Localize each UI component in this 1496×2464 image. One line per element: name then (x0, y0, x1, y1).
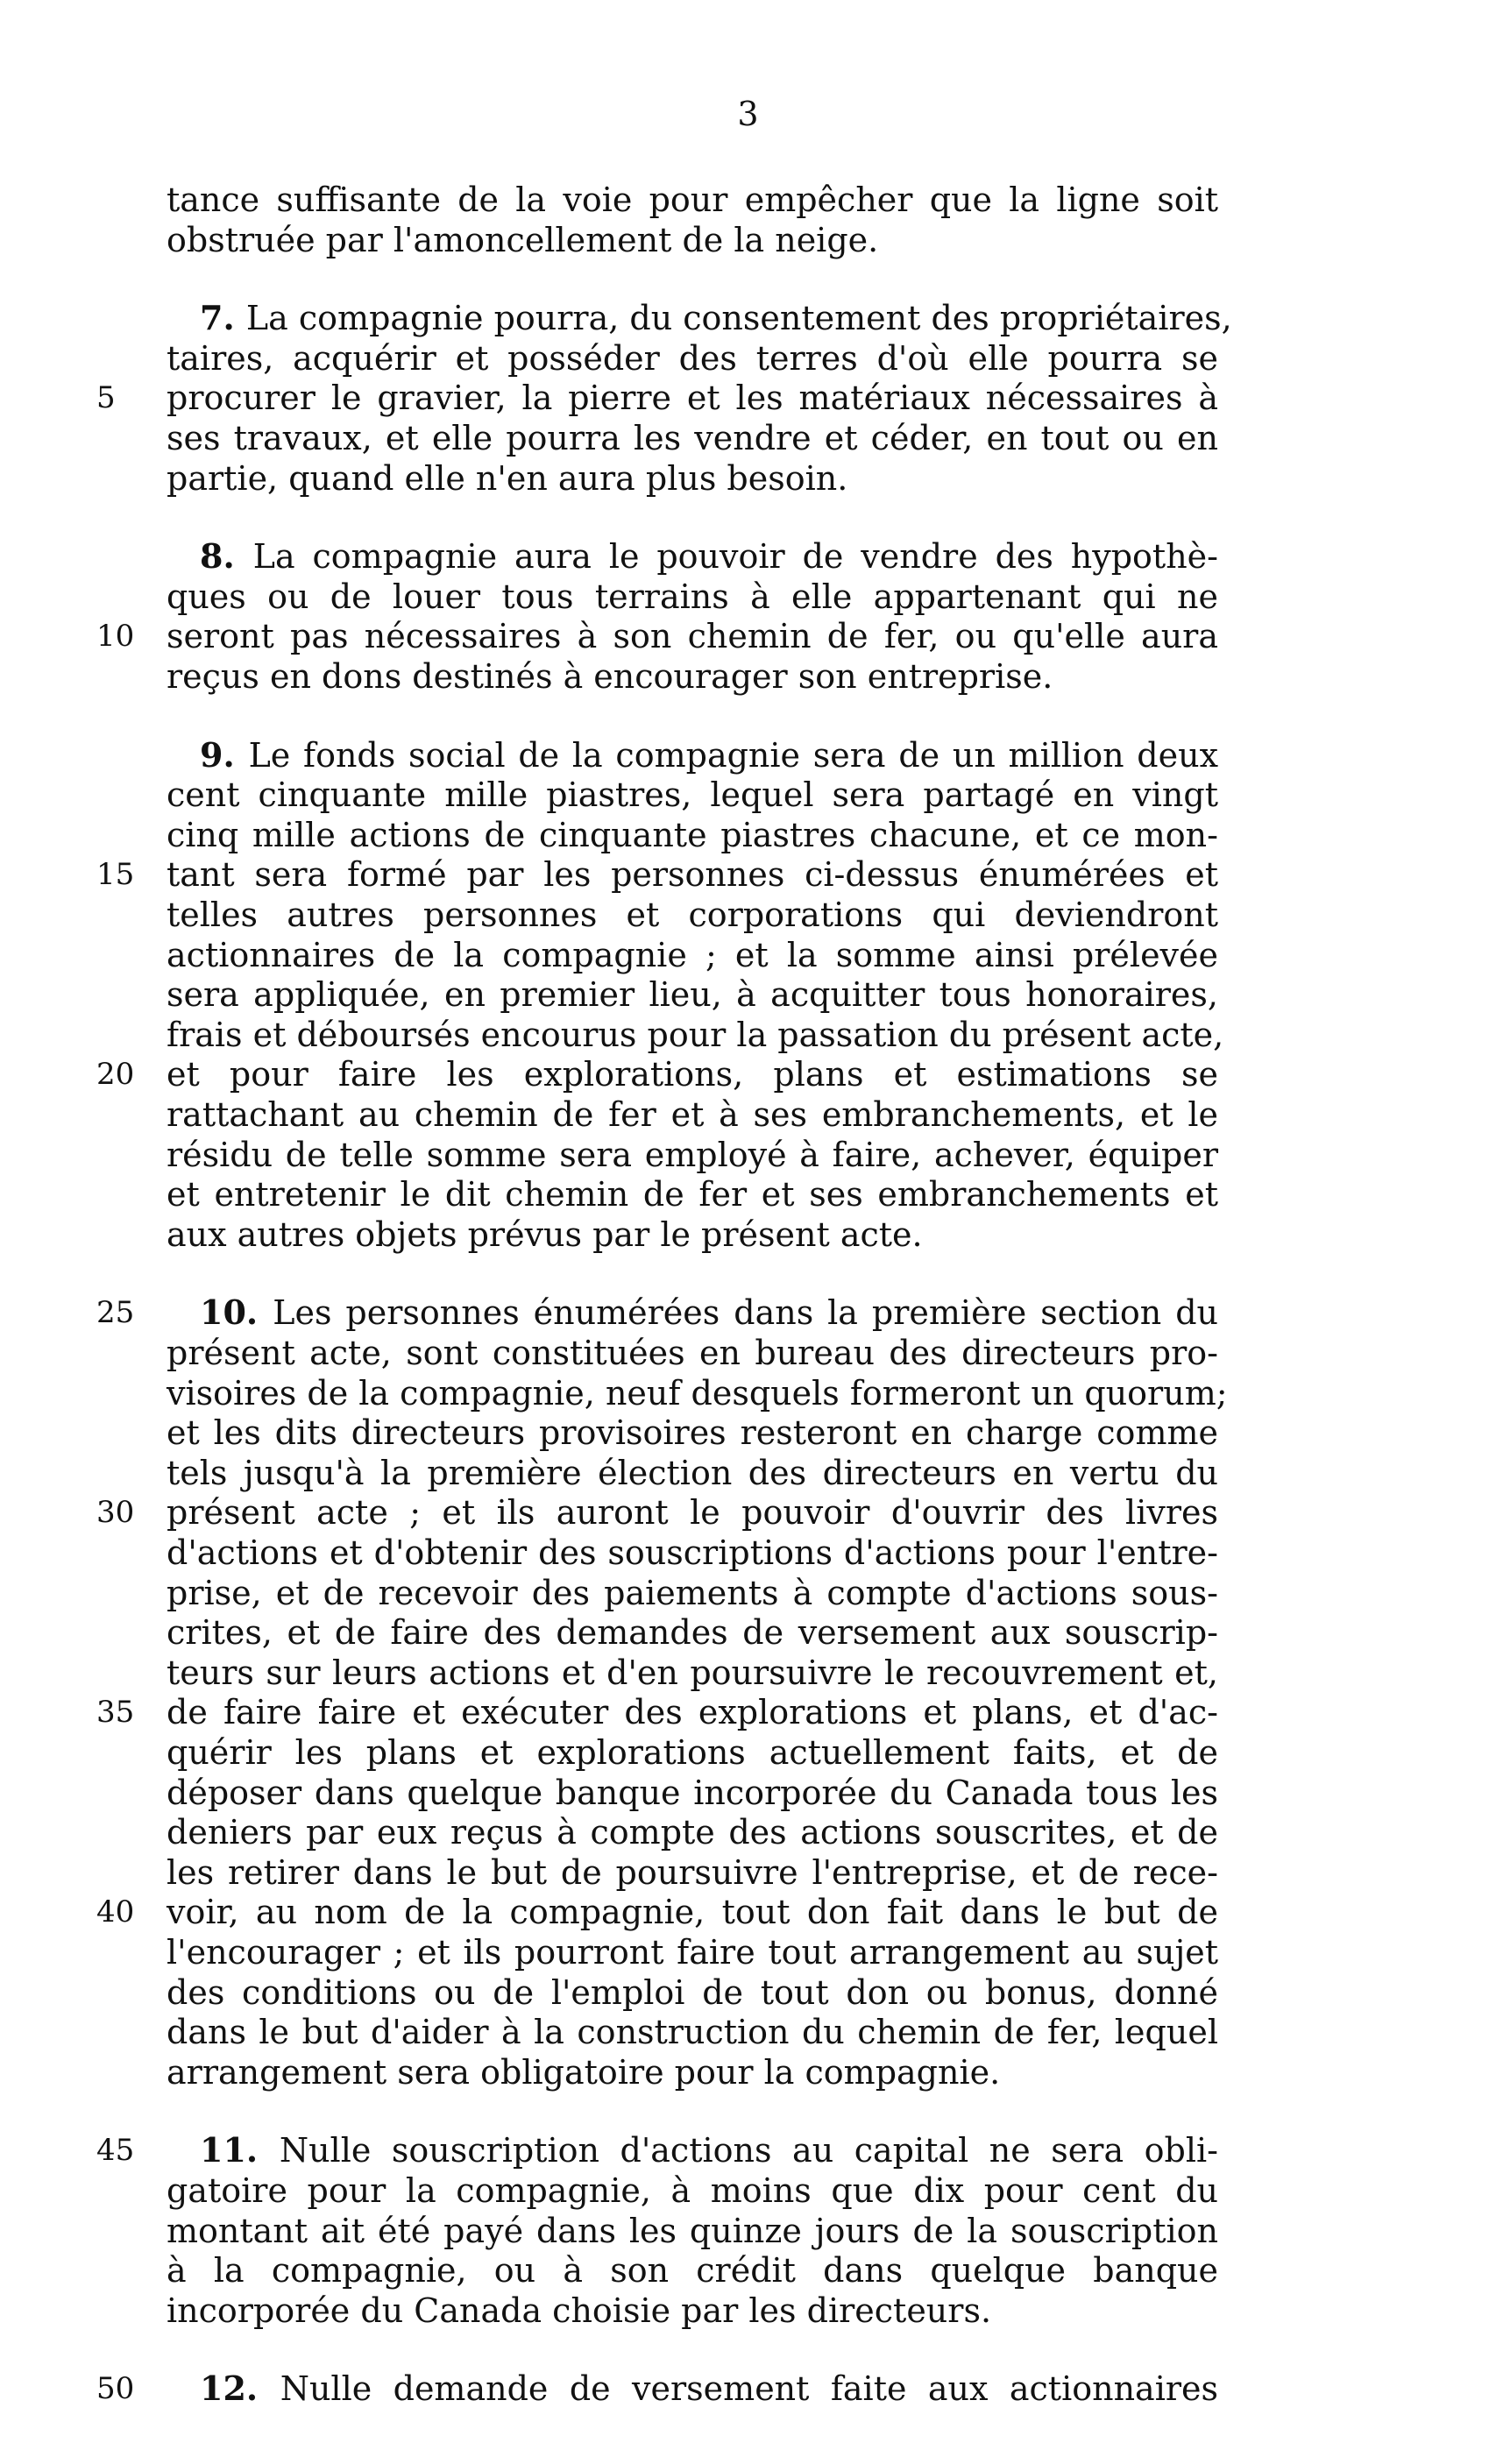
text-line (167, 1812, 1218, 1852)
line-text: procurer le gravier, la pierre et les matériaux nécessaires à (167, 379, 1218, 418)
text-line (167, 2250, 1218, 2291)
line-text: l'encourager ; et ils pourront faire tout arrangement au sujet (167, 1933, 1218, 1972)
text-line (167, 1573, 1218, 1613)
text-line (167, 1333, 1218, 1373)
line-text: ques ou de louer tous terrains à elle appartenant qui ne (167, 577, 1218, 616)
section-number: 8. (200, 536, 253, 577)
line-text: teurs sur leurs actions et d'en poursuivre le recouvrement et, (167, 1653, 1218, 1692)
text-line (167, 338, 1218, 379)
text-line (96, 2130, 1219, 2170)
text-line (167, 2291, 1218, 2331)
line-text: prise, et de recevoir des paiements à compte d'actions sous- (167, 1573, 1218, 1612)
text-line (167, 418, 1218, 458)
text-line (167, 1533, 1218, 1573)
text-line (167, 577, 1218, 617)
text-line (167, 735, 1218, 775)
section-number: 10. (200, 1292, 273, 1333)
text-line (167, 935, 1218, 975)
text-line (167, 1015, 1224, 1055)
line-text: visoires de la compagnie, neuf desquels formeront un quorum; (167, 1373, 1228, 1413)
section-number: 12. (200, 2368, 280, 2409)
text-line (167, 2170, 1218, 2211)
text-line (167, 1972, 1218, 2013)
text-line (96, 854, 1218, 895)
text-line (167, 1932, 1218, 1972)
line-text: deniers par eux reçus à compte des actions souscrites, et de (167, 1813, 1218, 1852)
line-number: 20 (96, 1057, 135, 1093)
line-number: 30 (96, 1495, 135, 1531)
line-text: des conditions ou de l'emploi de tout don ou bonus, donné (167, 1972, 1218, 2012)
line-text: de faire faire et exécuter des explorations et plans, et d'ac- (167, 1693, 1218, 1732)
text-line (167, 1373, 1228, 1413)
text-line (96, 1892, 1218, 1932)
text-line (167, 656, 1218, 697)
line-text: tance suffisante de la voie pour empêcher que la ligne soit (167, 181, 1218, 219)
line-text: obstruée par l'amoncellement de la neige. (167, 220, 879, 259)
line-text: d'actions et d'obtenir des souscriptions d'actions pour l'entre- (167, 1533, 1218, 1572)
line-text: tant sera formé par les personnes ci-dessus énumérées et (167, 855, 1218, 895)
text-line (167, 775, 1218, 815)
text-line (96, 1054, 1218, 1094)
text-line (167, 2052, 1218, 2092)
line-text: les retirer dans le but de poursuivre l'entreprise, et de rece- (167, 1852, 1218, 1892)
line-text: et les dits directeurs provisoires resteront en charge comme (167, 1413, 1218, 1453)
text-line (167, 1732, 1218, 1773)
text-line (167, 1094, 1218, 1135)
section-number: 7. (200, 298, 246, 338)
text-line (96, 1692, 1218, 1732)
line-text: arrangement sera obligatoire pour la compagnie. (167, 2052, 1001, 2092)
line-text: et pour faire les explorations, plans et estimations se (167, 1055, 1218, 1094)
line-text: gatoire pour la compagnie, à moins que dix pour cent du (167, 2171, 1218, 2210)
line-text: seront pas nécessaires à son chemin de fer, ou qu'elle aura (167, 617, 1218, 656)
section-number: 11. (200, 2130, 280, 2170)
line-text: sera appliquée, en premier lieu, à acquitter tous honoraires, (167, 975, 1218, 1015)
line-text: voir, au nom de la compagnie, tout don fait dans le but de (167, 1893, 1218, 1932)
text-line (167, 1174, 1218, 1214)
line-text: partie, quand elle n'en aura plus besoin. (167, 458, 848, 498)
line-text: reçus en dons destinés à encourager son entreprise. (167, 657, 1053, 696)
text-line (167, 1413, 1218, 1453)
text-line (167, 458, 1218, 499)
text-line (167, 1773, 1218, 1813)
line-number: 10 (96, 619, 135, 655)
line-text: 12. Nulle demande de versement faite aux actionnaires (200, 2368, 1219, 2409)
text-line (167, 974, 1218, 1015)
line-number: 50 (96, 2371, 135, 2407)
line-text: présent acte ; et ils auront le pouvoir d'ouvrir des livres (167, 1493, 1218, 1533)
line-text: actionnaires de la compagnie ; et la somme ainsi prélevée (167, 935, 1218, 974)
line-text: taires, acquérir et posséder des terres d'où elle pourra se (167, 338, 1218, 378)
line-number: 15 (96, 857, 135, 893)
line-number: 25 (96, 1295, 135, 1331)
line-text: quérir les plans et explorations actuellement faits, et de (167, 1733, 1218, 1772)
line-number: 45 (96, 2133, 135, 2169)
line-number: 35 (96, 1695, 135, 1731)
line-text: cinq mille actions de cinquante piastres chacune, et ce mon- (167, 815, 1218, 854)
text-line (167, 180, 1218, 220)
line-text: telles autres personnes et corporations qui deviendront (167, 896, 1218, 934)
text-line (96, 378, 1218, 418)
line-text: et entretenir le dit chemin de fer et ses embranchements et (167, 1175, 1218, 1214)
text-line (96, 2368, 1219, 2409)
text-line (167, 895, 1218, 935)
line-text: crites, et de faire des demandes de versement aux souscrip- (167, 1613, 1218, 1653)
line-text: dans le but d'aider à la construction du chemin de fer, lequel (167, 2013, 1218, 2052)
text-line (167, 220, 1218, 260)
text-line (167, 1135, 1218, 1175)
line-number: 40 (96, 1894, 135, 1930)
text-line (167, 1852, 1218, 1893)
text-line (167, 1653, 1218, 1693)
line-text: 10. Les personnes énumérées dans la première section du (200, 1292, 1219, 1333)
line-text: incorporée du Canada choisie par les directeurs. (167, 2291, 992, 2330)
line-text: cent cinquante mille piastres, lequel sera partagé en vingt (167, 775, 1218, 815)
line-text: ses travaux, et elle pourra les vendre et céder, en tout ou en (167, 419, 1218, 457)
line-text: aux autres objets prévus par le présent acte. (167, 1214, 923, 1254)
text-line (167, 2012, 1218, 2052)
line-text: présent acte, sont constituées en bureau des directeurs pro- (167, 1334, 1218, 1372)
text-line (96, 1292, 1219, 1333)
page-number: 3 (737, 95, 759, 133)
line-text: tels jusqu'à la première élection des directeurs en vertu du (167, 1453, 1218, 1492)
line-text: résidu de telle somme sera employé à faire, achever, équiper (167, 1135, 1218, 1174)
line-text: 8. La compagnie aura le pouvoir de vendre des hypothè- (200, 536, 1218, 577)
line-text: 7. La compagnie pourra, du consentement des propriétaires, (200, 298, 1232, 338)
text-line (167, 1214, 1218, 1255)
text-line (167, 298, 1232, 338)
text-line (167, 815, 1218, 855)
line-text: déposer dans quelque banque incorporée du Canada tous les (167, 1773, 1218, 1812)
line-text: 9. Le fonds social de la compagnie sera de un million deux (200, 734, 1218, 775)
text-line (167, 1453, 1218, 1493)
text-line (167, 2211, 1218, 2251)
text-line (167, 536, 1218, 577)
line-text: montant ait été payé dans les quinze jours de la souscription (167, 2211, 1218, 2250)
line-text: 11. Nulle souscription d'actions au capital ne sera obli- (200, 2130, 1219, 2170)
line-text: frais et déboursés encourus pour la passation du présent acte, (167, 1015, 1224, 1054)
section-number: 9. (200, 734, 249, 775)
line-number: 5 (96, 380, 116, 416)
text-line (96, 616, 1218, 656)
text-line (167, 1612, 1218, 1653)
line-text: à la compagnie, ou à son crédit dans quelque banque (167, 2251, 1218, 2291)
text-line (96, 1492, 1218, 1533)
line-text: rattachant au chemin de fer et à ses embranchements, et le (167, 1095, 1218, 1134)
